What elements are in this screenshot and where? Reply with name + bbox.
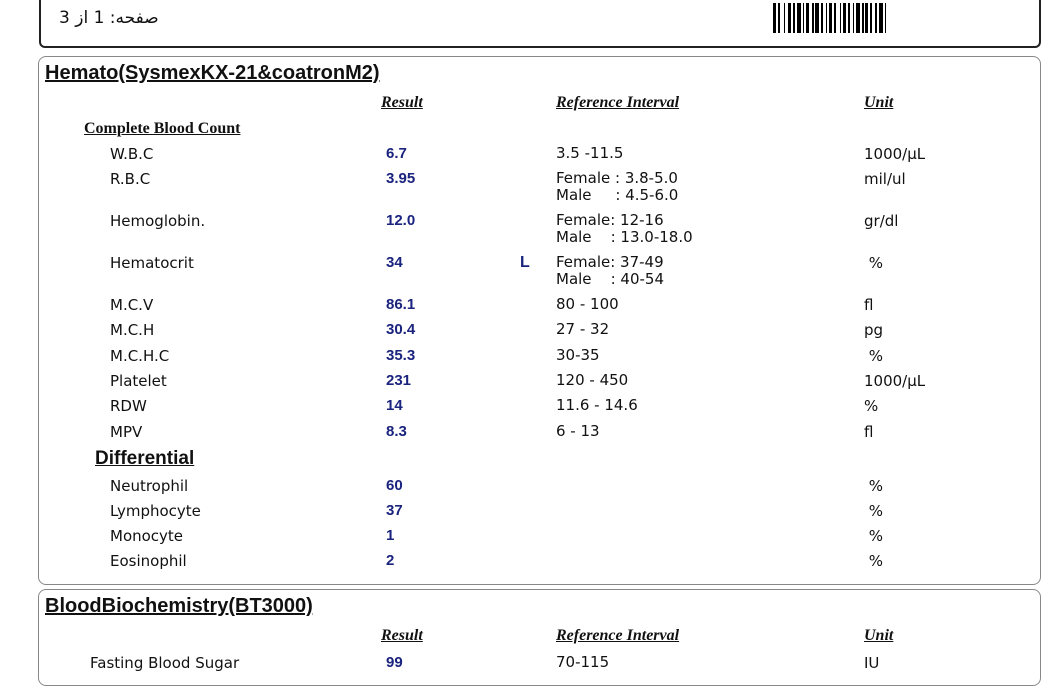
barcode-icon (773, 3, 983, 33)
test-unit: % (864, 552, 884, 570)
test-result: 86.1 (386, 296, 416, 313)
test-result: 99 (386, 654, 403, 671)
test-unit: fl (864, 296, 874, 314)
test-result: 60 (386, 477, 403, 494)
section-title: Hemato(SysmexKX-21&coatronM2) (45, 62, 380, 84)
test-unit: mil/ul (864, 170, 906, 188)
reference-interval: 30-35 (556, 346, 600, 364)
table-row (39, 423, 1039, 447)
table-row (39, 211, 1039, 246)
table-row (39, 253, 1039, 288)
table-row (39, 347, 1039, 371)
reference-interval: 6 - 13 (556, 422, 600, 440)
test-name: Platelet (110, 372, 167, 390)
table-row (39, 502, 1039, 526)
test-name: M.C.H (110, 321, 155, 339)
table-row (39, 372, 1039, 396)
test-result: 37 (386, 502, 403, 519)
test-unit: pg (864, 321, 884, 339)
table-row (39, 654, 1039, 678)
test-result: 30.4 (386, 321, 416, 338)
reference-interval (556, 212, 693, 246)
test-result: 12.0 (386, 212, 416, 229)
test-result: 8.3 (386, 423, 407, 440)
reference-interval: 3.5 -11.5 (556, 144, 624, 162)
reference-male: Male : 13.0-18.0 (556, 228, 693, 246)
result-column-header: Result (381, 94, 423, 111)
reference-interval: 80 - 100 (556, 295, 619, 313)
low-flag: L (520, 254, 530, 271)
reference-interval: 120 - 450 (556, 371, 629, 389)
reference-column-header: Reference Interval (556, 627, 680, 644)
test-unit: fl (864, 423, 874, 441)
test-name: Hematocrit (110, 254, 194, 272)
test-name: Neutrophil (110, 477, 189, 495)
test-unit: 1000/µL (864, 372, 926, 390)
table-row (39, 296, 1039, 320)
reference-male: Male : 40-54 (556, 270, 665, 288)
table-row (39, 527, 1039, 551)
test-unit: % (864, 254, 884, 272)
test-name: R.B.C (110, 170, 151, 188)
test-result: 3.95 (386, 170, 416, 187)
test-unit: % (864, 502, 884, 520)
reference-interval: 11.6 - 14.6 (556, 396, 638, 414)
table-row (39, 477, 1039, 501)
reference-female: Female: 12-16 (556, 211, 664, 229)
test-result: 34 (386, 254, 403, 271)
reference-interval (556, 170, 678, 204)
test-name: Fasting Blood Sugar (90, 654, 240, 672)
reference-column-header: Reference Interval (556, 94, 680, 111)
unit-column-header: Unit (864, 627, 894, 644)
cbc-heading: Complete Blood Count (84, 120, 241, 137)
test-result: 35.3 (386, 347, 416, 364)
test-name: M.C.H.C (110, 347, 170, 365)
table-row (39, 145, 1039, 169)
test-unit: % (864, 347, 884, 365)
test-name: RDW (110, 397, 147, 415)
table-row (39, 397, 1039, 421)
test-name: M.C.V (110, 296, 154, 314)
differential-heading: Differential (95, 448, 195, 469)
section-title: BloodBiochemistry(BT3000) (45, 595, 313, 617)
test-name: Lymphocyte (110, 502, 201, 520)
test-result: 6.7 (386, 145, 407, 162)
reference-interval: 70-115 (556, 653, 610, 671)
test-name: Monocyte (110, 527, 184, 545)
biochemistry-section (38, 589, 1041, 686)
test-name: Eosinophil (110, 552, 187, 570)
reference-male: Male : 4.5-6.0 (556, 186, 679, 204)
test-unit: % (864, 397, 879, 415)
unit-column-header: Unit (864, 94, 894, 111)
hemato-section (38, 56, 1041, 585)
result-column-header: Result (381, 627, 423, 644)
table-row (39, 321, 1039, 345)
test-name: MPV (110, 423, 143, 441)
test-unit: % (864, 527, 884, 545)
page-number: صفحه: 1 از 3 (59, 8, 159, 28)
test-unit: IU (864, 654, 880, 672)
test-result: 231 (386, 372, 412, 389)
test-result: 1 (386, 527, 395, 544)
reference-female: Female: 37-49 (556, 253, 664, 271)
reference-female: Female : 3.8-5.0 (556, 169, 678, 187)
table-row (39, 552, 1039, 576)
test-name: Hemoglobin. (110, 212, 206, 230)
reference-interval: 27 - 32 (556, 320, 610, 338)
test-result: 2 (386, 552, 395, 569)
test-name: W.B.C (110, 145, 154, 163)
reference-interval (556, 254, 664, 288)
test-unit: % (864, 477, 884, 495)
test-unit: gr/dl (864, 212, 899, 230)
test-result: 14 (386, 397, 403, 414)
report-header (39, 0, 1041, 48)
table-row (39, 169, 1039, 204)
test-unit: 1000/µL (864, 145, 926, 163)
